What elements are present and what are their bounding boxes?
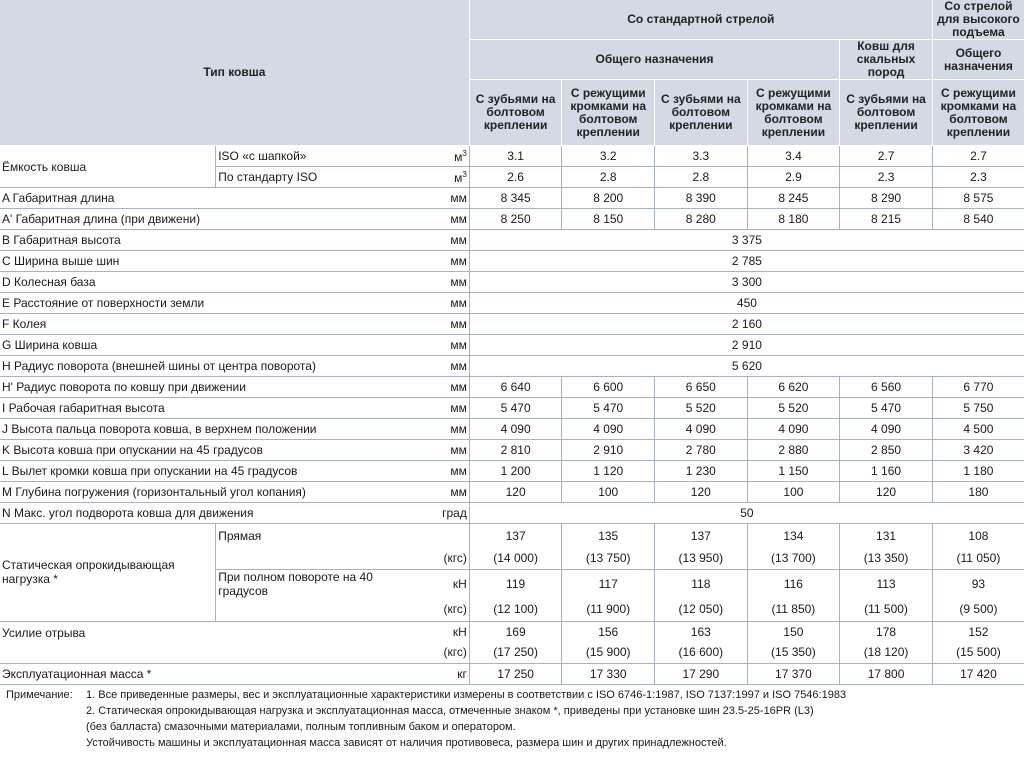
cell: 4 090 <box>655 419 748 440</box>
cell: 120 <box>469 482 562 503</box>
cell: 2.7 <box>932 146 1024 167</box>
cell: 1 120 <box>562 461 655 482</box>
tipping-turn-label: При полном повороте на 40 градусов <box>216 570 403 599</box>
cell: 152 <box>932 621 1024 642</box>
cell: 8 575 <box>932 188 1024 209</box>
cell: 2.8 <box>655 167 748 188</box>
header-col-2: С режущими кромками на болтовом креплении <box>562 80 655 146</box>
cell: 5 620 <box>469 356 1024 377</box>
table-row <box>0 230 1024 251</box>
unit: кН <box>452 624 467 639</box>
cell: 4 090 <box>562 419 655 440</box>
table-row <box>0 377 1024 398</box>
cell: 119 <box>469 570 562 599</box>
table-row <box>0 440 1024 461</box>
tipping-load-label: Статическая опрокидывающая нагрузка * <box>0 524 216 622</box>
cell: 3.4 <box>747 146 840 167</box>
cell: 6 640 <box>469 377 562 398</box>
cell: 8 540 <box>932 209 1024 230</box>
cell: 3.3 <box>655 146 748 167</box>
header-general-purpose: Общего назначения <box>469 40 839 80</box>
header-rock-bucket: Ковш для скальных пород <box>840 40 933 80</box>
row-label: G Ширина ковша <box>0 335 403 356</box>
tipping-straight-label: Прямая <box>216 524 403 547</box>
cell: 6 560 <box>840 377 933 398</box>
unit: $м^3$ <box>403 146 469 167</box>
capacity-label: Ёмкость ковша <box>0 146 216 188</box>
cell: 156 <box>562 621 655 642</box>
capacity-struck-label: По стандарту ISO <box>216 167 403 188</box>
unit: (кгс) <box>403 598 469 621</box>
row-label: K Высота ковша при опускании на 45 градусов <box>0 440 403 461</box>
cell: 2.3 <box>840 167 933 188</box>
unit: град <box>403 503 469 524</box>
cell: (13 750) <box>562 547 655 570</box>
cell: 2 880 <box>747 440 840 461</box>
unit: мм <box>403 398 469 419</box>
row-label: F Колея <box>0 314 403 335</box>
unit: (кгс) <box>403 642 469 663</box>
cell: 118 <box>655 570 748 599</box>
table-row <box>0 461 1024 482</box>
header-bucket-type: Тип ковша <box>0 0 469 146</box>
breakout-label: Усилие отрыва <box>0 621 403 663</box>
cell: (9 500) <box>932 598 1024 621</box>
table-row <box>0 335 1024 356</box>
cell: 93 <box>932 570 1024 599</box>
cell: 8 200 <box>562 188 655 209</box>
row-label: A' Габаритная длина (при движени) <box>0 209 403 230</box>
unit: мм <box>403 209 469 230</box>
cell: 2 785 <box>469 251 1024 272</box>
cell: 150 <box>747 621 840 642</box>
unit: мм <box>403 419 469 440</box>
notes <box>6 687 1016 751</box>
unit: мм <box>403 377 469 398</box>
cell: 135 <box>562 524 655 547</box>
header-general-purpose-hl: Общего назначения <box>932 40 1024 80</box>
cell: (11 850) <box>747 598 840 621</box>
cell: 2.9 <box>747 167 840 188</box>
row-label: E Расстояние от поверхности земли <box>0 293 403 314</box>
cell: (15 900) <box>562 642 655 663</box>
cell: 2 910 <box>469 335 1024 356</box>
cell: 17 290 <box>655 663 748 684</box>
note-2: 2. Статическая опрокидывающая нагрузка и эксплуатационная масса, отмеченные знаком *, приведены при установке шин 23.5-25-16PR (L3) <box>86 705 814 717</box>
header-standard-boom: Со стандартной стрелой <box>469 0 932 40</box>
cell: 2.8 <box>562 167 655 188</box>
header-high-lift-boom: Со стрелой для высокого подъема <box>932 0 1024 40</box>
cell: (13 950) <box>655 547 748 570</box>
cell: 1 160 <box>840 461 933 482</box>
cell: 17 250 <box>469 663 562 684</box>
cell: 1 150 <box>747 461 840 482</box>
unit <box>403 524 469 547</box>
cell: 5 750 <box>932 398 1024 419</box>
cell: 1 200 <box>469 461 562 482</box>
cell: 17 330 <box>562 663 655 684</box>
cell: 3.1 <box>469 146 562 167</box>
cell: (11 050) <box>932 547 1024 570</box>
row-label: Эксплуатационная масса * <box>0 663 403 684</box>
cell: 137 <box>469 524 562 547</box>
cell: 5 520 <box>655 398 748 419</box>
cell: 120 <box>655 482 748 503</box>
row-label: M Глубина погружения (горизонтальный угол копания) <box>0 482 403 503</box>
row-label: J Высота пальца поворота ковша, в верхнем положении <box>0 419 403 440</box>
cell: 169 <box>469 621 562 642</box>
cell: 178 <box>840 621 933 642</box>
cell: 108 <box>932 524 1024 547</box>
cell: 2 160 <box>469 314 1024 335</box>
cell: 6 620 <box>747 377 840 398</box>
table-row <box>0 251 1024 272</box>
cell: 3 420 <box>932 440 1024 461</box>
table-row <box>0 146 1024 167</box>
unit: мм <box>403 335 469 356</box>
cell: 8 290 <box>840 188 933 209</box>
cell: 5 470 <box>562 398 655 419</box>
table-row <box>0 314 1024 335</box>
cell: 8 345 <box>469 188 562 209</box>
table-row <box>0 209 1024 230</box>
cell: 180 <box>932 482 1024 503</box>
row-label: D Колесная база <box>0 272 403 293</box>
cell: (13 700) <box>747 547 840 570</box>
cell: 3 375 <box>469 230 1024 251</box>
cell: 117 <box>562 570 655 599</box>
header-col-3: С зубьями на болтовом креплении <box>655 80 748 146</box>
spacer <box>216 547 403 570</box>
cell: 6 600 <box>562 377 655 398</box>
cell: 131 <box>840 524 933 547</box>
cell: 8 180 <box>747 209 840 230</box>
table-row <box>0 293 1024 314</box>
cell: (14 000) <box>469 547 562 570</box>
cell: 8 280 <box>655 209 748 230</box>
header-col-6: С режущими кромками на болтовом креплении <box>932 80 1024 146</box>
cell: 17 420 <box>932 663 1024 684</box>
note-2b: (без балласта) смазочными материалами, полным топливным баком и оператором. <box>86 721 516 733</box>
cell: 6 770 <box>932 377 1024 398</box>
cell: (18 120) <box>840 642 933 663</box>
row-label: L Вылет кромки ковша при опускании на 45 градусов <box>0 461 403 482</box>
cell: (12 100) <box>469 598 562 621</box>
cell: 8 250 <box>469 209 562 230</box>
cell: 8 245 <box>747 188 840 209</box>
cell: (15 500) <box>932 642 1024 663</box>
row-label: N Макс. угол подворота ковша для движения <box>0 503 403 524</box>
cell: 116 <box>747 570 840 599</box>
cell: 5 470 <box>840 398 933 419</box>
unit: мм <box>403 440 469 461</box>
unit: мм <box>403 482 469 503</box>
cell: (12 050) <box>655 598 748 621</box>
row-label: H' Радиус поворота по ковшу при движении <box>0 377 403 398</box>
cell: (13 350) <box>840 547 933 570</box>
cell: 2 850 <box>840 440 933 461</box>
cell: 5 520 <box>747 398 840 419</box>
cell: 4 090 <box>840 419 933 440</box>
cell: 3 300 <box>469 272 1024 293</box>
cell: 113 <box>840 570 933 599</box>
unit: мм <box>403 293 469 314</box>
cell: (16 600) <box>655 642 748 663</box>
unit: (кгс) <box>403 547 469 570</box>
table-row <box>0 188 1024 209</box>
unit: мм <box>403 314 469 335</box>
table-row <box>0 356 1024 377</box>
unit: мм <box>403 356 469 377</box>
table-row <box>0 663 1024 684</box>
cell: 163 <box>655 621 748 642</box>
cell: 8 215 <box>840 209 933 230</box>
unit: мм <box>403 230 469 251</box>
header-col-4: С режущими кромками на болтовом креплении <box>747 80 840 146</box>
cell: 137 <box>655 524 748 547</box>
note-2c: Устойчивость машины и эксплуатационная масса зависят от наличия противовеса, размера шин и других принадлежностей. <box>86 737 727 749</box>
cell: 2 810 <box>469 440 562 461</box>
header-col-5: С зубьями на болтовом креплении <box>840 80 933 146</box>
cell: 2.7 <box>840 146 933 167</box>
cell: 100 <box>747 482 840 503</box>
cell: 2.6 <box>469 167 562 188</box>
cell: 2.3 <box>932 167 1024 188</box>
cell: 1 230 <box>655 461 748 482</box>
cell: 2 910 <box>562 440 655 461</box>
cell: 17 800 <box>840 663 933 684</box>
cell: (11 900) <box>562 598 655 621</box>
note-1: 1. Все приведенные размеры, вес и эксплуатационные характеристики измерены в соответствии с ISO 6746-1:1987, ISO 7137:1997 и ISO 7546:1983 <box>86 689 847 701</box>
cell: 4 090 <box>469 419 562 440</box>
cell: (15 350) <box>747 642 840 663</box>
cell: 50 <box>469 503 1024 524</box>
cell: 4 500 <box>932 419 1024 440</box>
table-row <box>0 272 1024 293</box>
table-row <box>0 524 1024 547</box>
cell: 1 180 <box>932 461 1024 482</box>
spacer <box>216 598 403 621</box>
row-label: I Рабочая габаритная высота <box>0 398 403 419</box>
row-label: A Габаритная длина <box>0 188 403 209</box>
cell: 17 370 <box>747 663 840 684</box>
cell: 6 650 <box>655 377 748 398</box>
notes-label: Примечание: <box>6 689 73 701</box>
unit: $м^3$ <box>403 167 469 188</box>
cell: 8 390 <box>655 188 748 209</box>
cell: 8 150 <box>562 209 655 230</box>
row-label: B Габаритная высота <box>0 230 403 251</box>
cell: 5 470 <box>469 398 562 419</box>
row-label: C Ширина выше шин <box>0 251 403 272</box>
table-row <box>0 503 1024 524</box>
unit: мм <box>403 272 469 293</box>
table-row <box>0 398 1024 419</box>
table-row <box>0 482 1024 503</box>
cell: (17 250) <box>469 642 562 663</box>
cell: 450 <box>469 293 1024 314</box>
capacity-heaped-label: ISO «с шапкой» <box>216 146 403 167</box>
cell: 3.2 <box>562 146 655 167</box>
unit: кН <box>452 577 467 591</box>
cell: 2 780 <box>655 440 748 461</box>
cell: 120 <box>840 482 933 503</box>
table-row <box>0 419 1024 440</box>
unit: кг <box>403 663 469 684</box>
row-label: H Радиус поворота (внешней шины от центра поворота) <box>0 356 403 377</box>
unit: мм <box>403 461 469 482</box>
cell: 100 <box>562 482 655 503</box>
cell: 134 <box>747 524 840 547</box>
table-row <box>0 621 1024 642</box>
cell: 4 090 <box>747 419 840 440</box>
cell: (11 500) <box>840 598 933 621</box>
unit: мм <box>403 251 469 272</box>
header-col-1: С зубьями на болтовом креплении <box>469 80 562 146</box>
unit: мм <box>403 188 469 209</box>
